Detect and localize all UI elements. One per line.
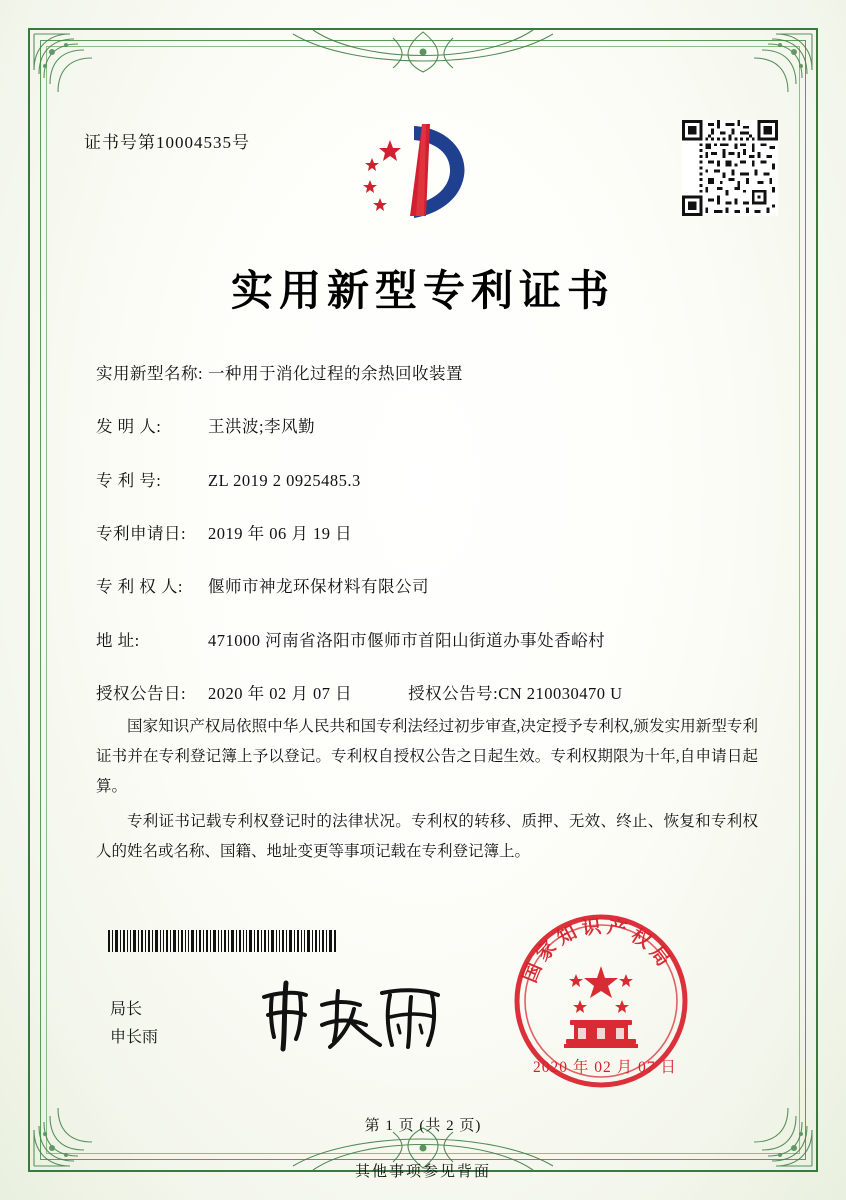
legal-text [96, 712, 758, 871]
field-row-patentee [96, 571, 756, 602]
grant-date-value: 2020 年 02 月 07 日 [208, 684, 353, 704]
field-row-patent-number [96, 465, 756, 496]
field-label: 专 利 号: [96, 470, 162, 490]
legal-paragraph-2: 专利证书记载专利权登记时的法律状况。专利权的转移、质押、无效、终止、恢复和专利权人的姓名或名称、国籍、地址变更等事项记载在专利登记簿上。 [96, 812, 758, 860]
field-value: 王洪波;李风勤 [208, 417, 316, 437]
field-row-utility-model-name [96, 358, 756, 389]
corner-ornament-top-left [30, 30, 116, 116]
field-label: 发 明 人: [96, 417, 162, 437]
field-value: 一种用于消化过程的余热回收装置 [208, 364, 463, 383]
seal-date: 2020 年 02 月 07 日 [533, 1059, 677, 1076]
signature-labels [110, 996, 158, 1052]
barcode [108, 930, 336, 952]
corner-ornament-top-right [730, 30, 816, 116]
field-list [96, 358, 756, 729]
legal-paragraph-1: 国家知识产权局依照中华人民共和国专利法经过初步审查,决定授予专利权,颁发实用新型专利证书并在专利登记簿上予以登记。专利权自授权公告之日起生效。专利权期限为十年,自申请日起算。 [96, 718, 758, 796]
cnipa-logo [352, 118, 472, 228]
field-label: 实用新型名称: [96, 364, 204, 383]
field-value: 2019 年 06 月 19 日 [208, 524, 353, 544]
grant-number-label: 授权公告号: [408, 684, 499, 704]
field-value: ZL 2019 2 0925485.3 [208, 470, 361, 490]
field-label: 专 利 权 人: [96, 577, 183, 597]
svg-text:国 家 知 识 产 权 局: 国 家 知 识 产 权 局 [519, 916, 674, 986]
director-name-label: 申长雨 [110, 1029, 159, 1046]
field-row-address [96, 625, 756, 656]
grant-number-value: CN 210030470 U [498, 684, 623, 704]
grant-date-label: 授权公告日: [96, 684, 187, 704]
field-row-grant-announcement [96, 678, 756, 709]
page-title: 实用新型专利证书 [230, 266, 615, 315]
director-title-label: 局长 [110, 1001, 143, 1018]
page-number-footer: 第 1 页 (共 2 页) [364, 1118, 482, 1134]
qr-code [682, 120, 778, 216]
field-value: 偃师市神龙环保材料有限公司 [208, 577, 429, 597]
director-signature [250, 975, 450, 1055]
certificate-number: 证书号第10004535号 [84, 133, 250, 152]
field-row-application-date [96, 518, 756, 549]
top-center-ornament [293, 24, 553, 76]
back-side-note: 其他事项参见背面 [354, 1164, 491, 1180]
field-value: 471000 河南省洛阳市偃师市首阳山街道办事处香峪村 [208, 630, 606, 650]
field-row-inventor [96, 411, 756, 442]
field-label: 地 址: [96, 630, 140, 650]
field-label: 专利申请日: [96, 524, 187, 544]
